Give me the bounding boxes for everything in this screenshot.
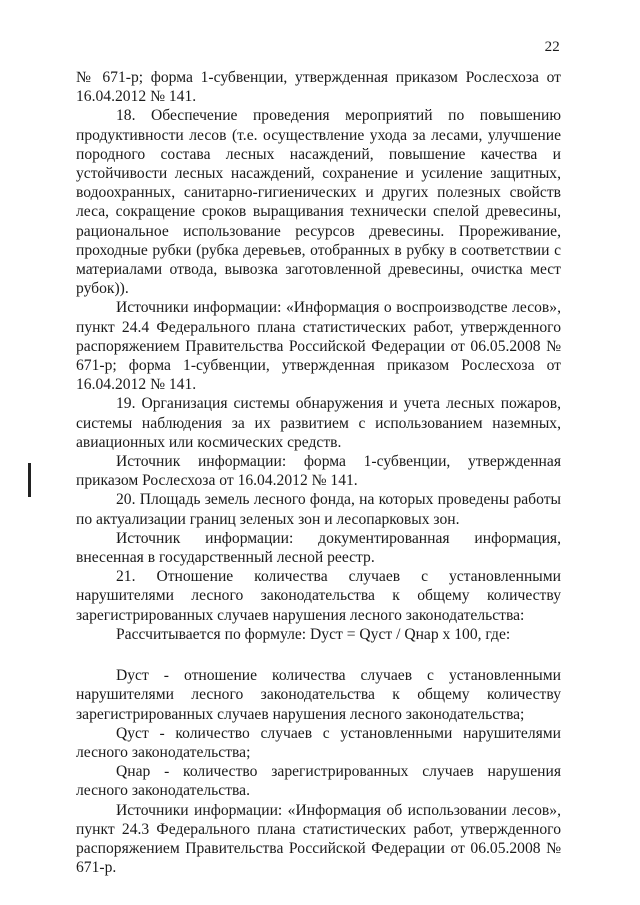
paragraph-item-19: 19. Организация системы обнаружения и учета лесных пожаров, системы наблюдения за их развитием с использованием наземных, авиационных или космических средств. bbox=[76, 395, 561, 451]
paragraph-continuation: № 671-р; форма 1-субвенции, утвержденная приказом Рослесхоза от 16.04.2012 № 141. bbox=[76, 69, 561, 106]
page-number: 22 bbox=[544, 39, 560, 55]
margin-mark bbox=[28, 463, 31, 497]
paragraph-def-qnar: Qнар - количество зарегистрированных случаев нарушения лесного законодательства. bbox=[76, 763, 561, 800]
paragraph-sources-21: Источники информации: «Информация об использовании лесов», пункт 24.3 Федерального плана статистических работ, утвержденного распоряжением Правительства Российской Федерации от 06.05.2008 № 671-р. bbox=[76, 801, 561, 877]
paragraph-item-20: 20. Площадь земель лесного фонда, на которых проведены работы по актуализации границ зеленых зон и лесопарковых зон. bbox=[76, 491, 561, 528]
paragraph-def-dust: Dуст - отношение количества случаев с установленными нарушителями лесного законодательства к общему количеству зарегистрированных случаев нарушения лесного законодательства; bbox=[76, 667, 561, 723]
paragraph-sources-18: Источники информации: «Информация о воспроизводстве лесов», пункт 24.4 Федерального плана статистических работ, утвержденного распоряжением Правительства Российской Федерации от 06.05.2008 № 671-р; форма 1-субвенции, утвержденная приказом Рослесхоза от 16.04.2012 № 141. bbox=[76, 299, 561, 394]
paragraph-formula: Рассчитывается по формуле: Dуст = Qуст / Qнар x 100, где: bbox=[116, 625, 511, 643]
paragraph-source-19: Источник информации: форма 1-субвенции, утвержденная приказом Рослесхоза от 16.04.2012 № 141. bbox=[76, 453, 561, 490]
paragraph-item-18: 18. Обеспечение проведения мероприятий по повышению продуктивности лесов (т.е. осуществление ухода за лесами, улучшение породного состава лесных насаждений, повышение качества и устойчивости лесных насаждений, сохранение и усиление защитных, водоохранных, санитарно-гигиенических и других полезных свойств леса, сокращение сроков выращивания технически спелой древесины, рациональное использование ресурсов древесины. Прореживание, проходные рубки (рубка деревьев, отобранных в рубку в соответствии с материалами отвода, вывозка заготовленной древесины, очистка мест рубок)). bbox=[76, 107, 561, 298]
paragraph-source-20: Источник информации: документированная информация, внесенная в государственный лесной реестр. bbox=[76, 529, 561, 567]
document-body bbox=[76, 68, 561, 877]
paragraph-item-21: 21. Отношение количества случаев с установленными нарушителями лесного законодательства к общему количеству зарегистрированных случаев нарушения лесного законодательства: bbox=[76, 568, 561, 624]
paragraph-def-qust: Qуст - количество случаев с установленными нарушителями лесного законодательства; bbox=[76, 724, 561, 761]
spacer bbox=[76, 644, 561, 666]
